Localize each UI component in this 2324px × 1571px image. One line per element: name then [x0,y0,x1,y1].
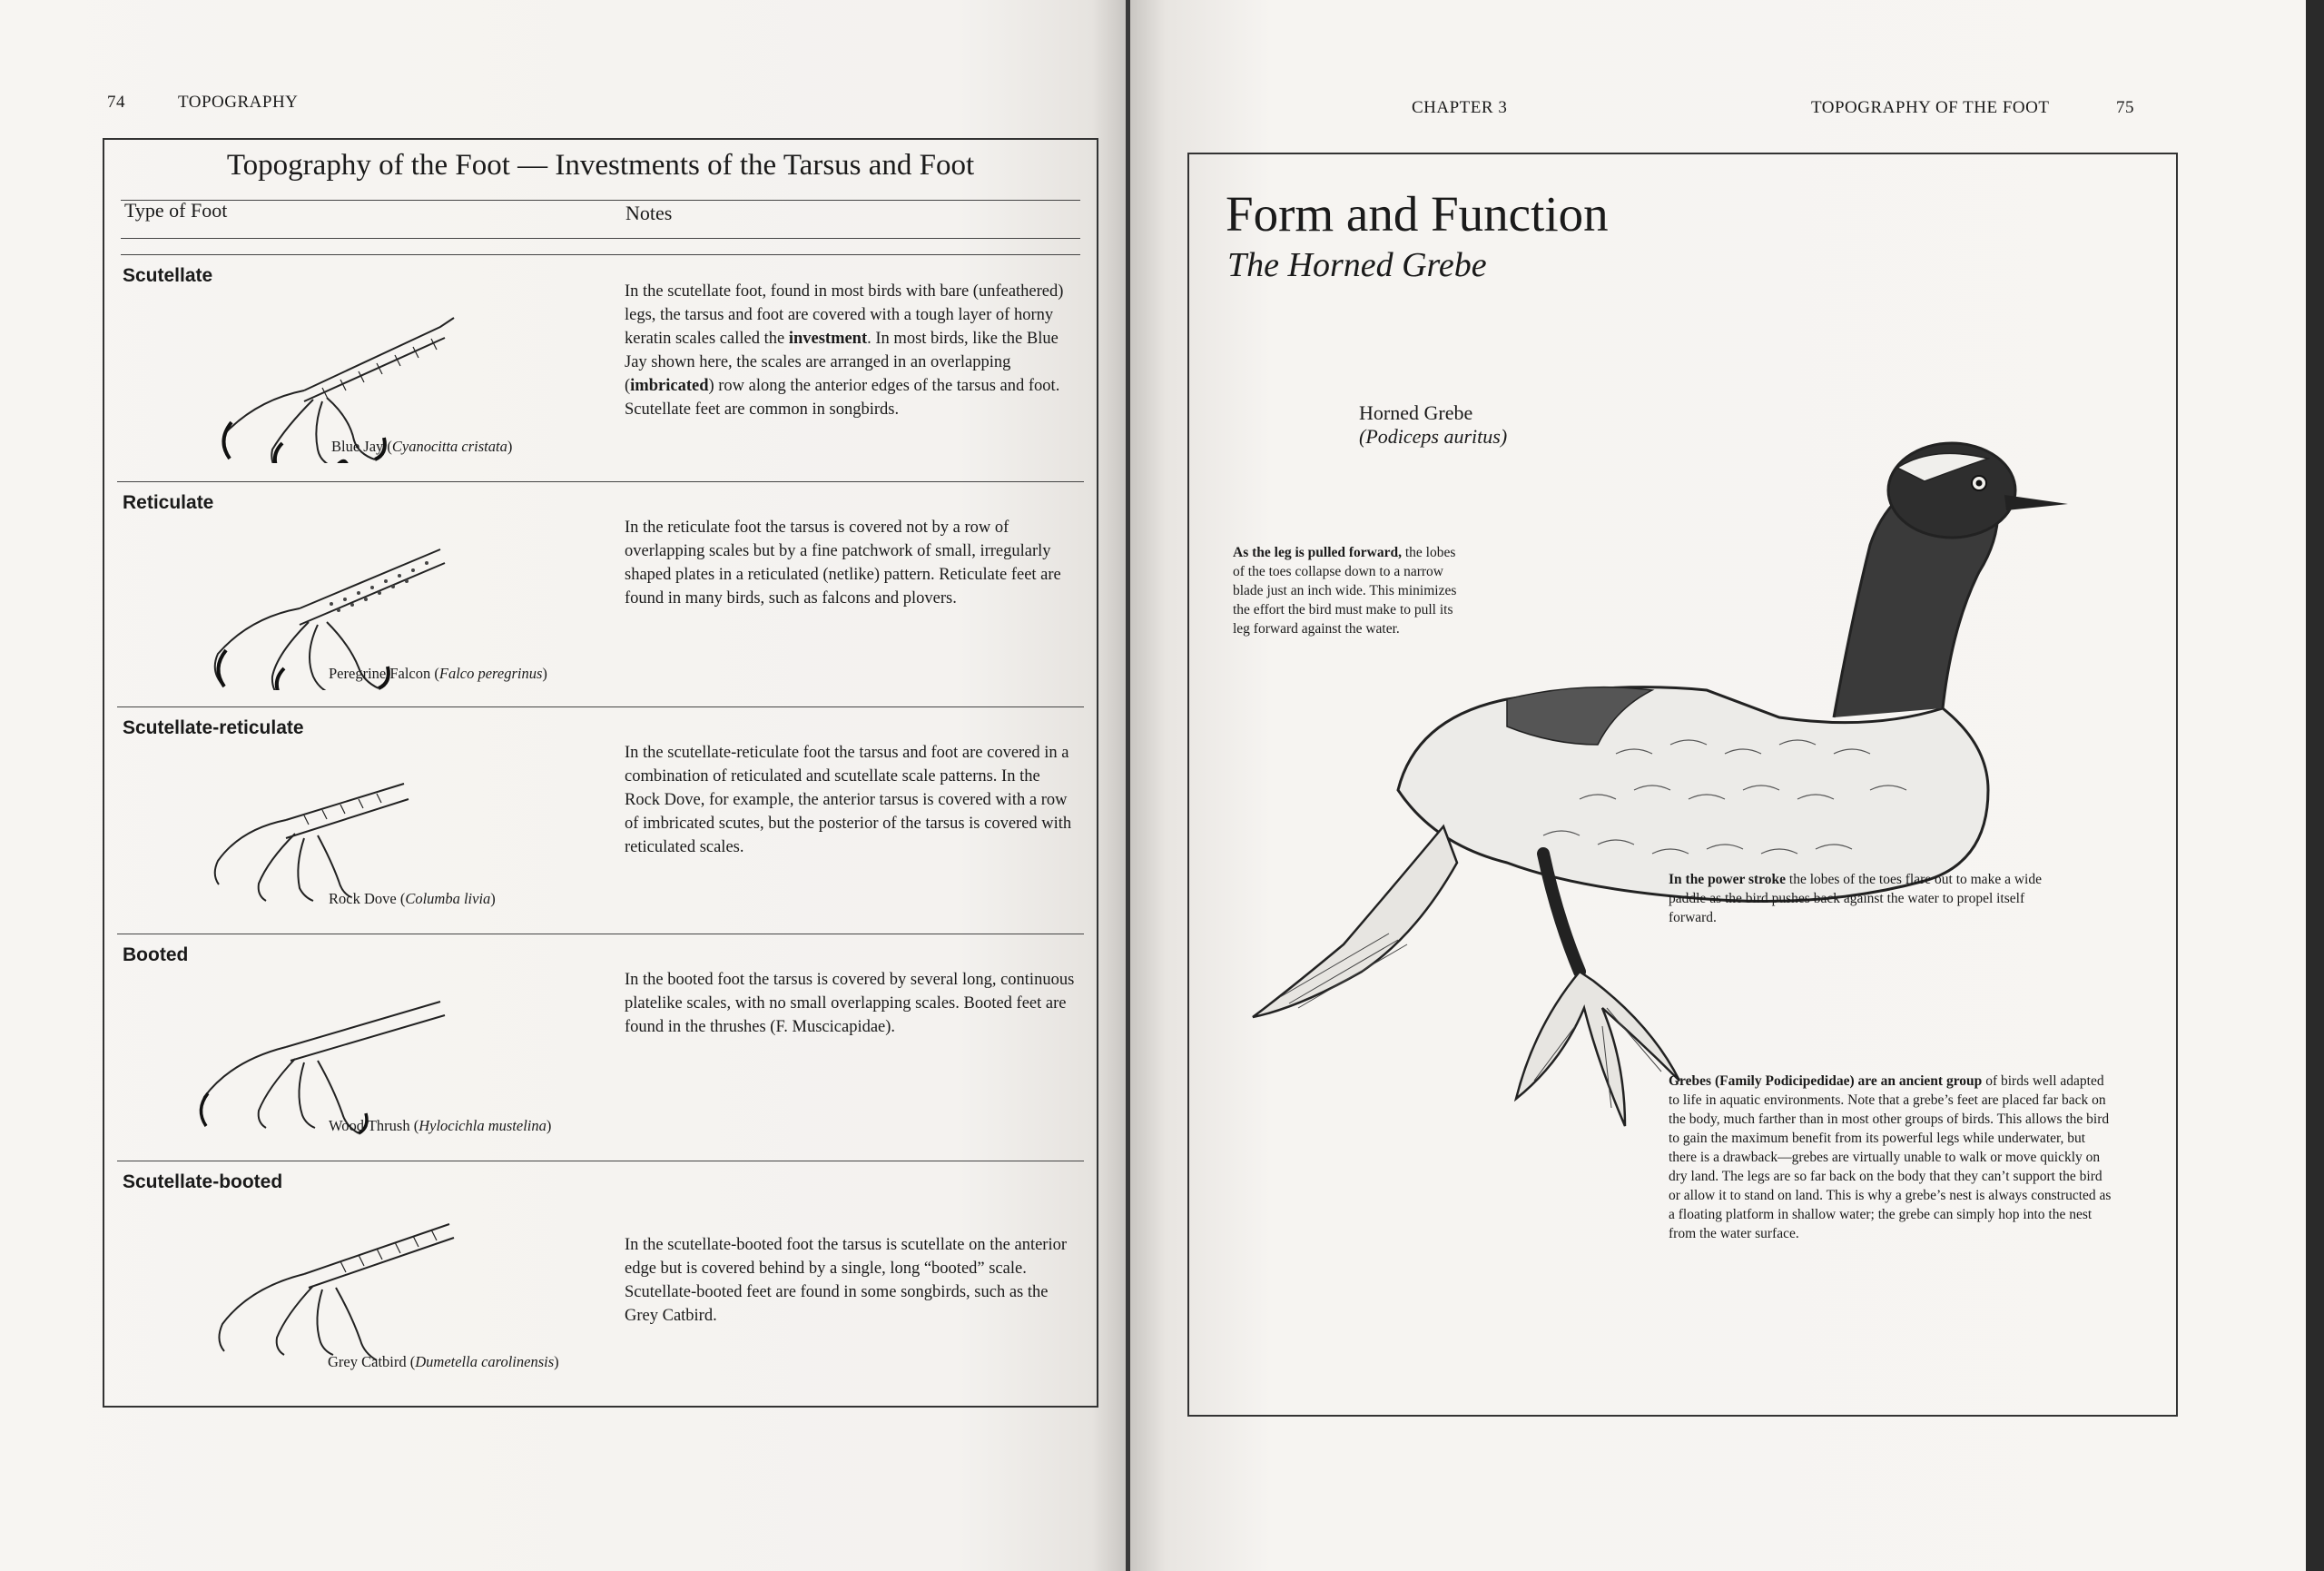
row-note: In the reticulate foot the tarsus is covered not by a row of overlapping scales but by a fine patchwork of small, irregularly shaped plates in a reticulated (netlike) pattern. Reticulate feet are found in many birds, such as falcons and plovers. [625,519,1061,608]
row-label: Booted [123,944,189,965]
bird-foot-illustration [141,734,613,915]
row-label: Scutellate [123,265,213,286]
row-label: Reticulate [123,492,214,513]
page-number-right: 75 [2116,98,2134,117]
page-number-left: 74 [107,93,125,112]
row-label: Scutellate-booted [123,1171,283,1192]
species-caption: Rock Dove (Columba livia) [329,890,496,907]
col-header-notes: Notes [625,202,673,224]
running-head-left: TOPOGRAPHY [178,93,299,112]
bird-foot-illustration [141,509,613,690]
right-page [1130,0,2306,1571]
species-caption: Grey Catbird (Dumetella carolinensis) [328,1353,559,1370]
foot-investments-table [103,138,1098,1408]
bird-foot-illustration [141,282,613,463]
annotation-pull-forward: As the leg is pulled forward, the lobes of the toes collapse down to a narrow blade just an inch wide. This minimizes the effort the bird must make to pull its leg forward against the water. [1233,545,1457,637]
row-note: In the scutellate-reticulate foot the tarsus and foot are covered in a combination of reticulated and scutellate scale patterns. In the Rock Dove, for example, the anterior tarsus is covered with a row of imbricated scutes, but the posterior of the tarsus is covered with reticulated scales. [625,744,1072,856]
row-divider [117,706,1084,707]
species-caption: Peregrine Falcon (Falco peregrinus) [329,665,547,682]
table-row [104,935,1097,1162]
table-title: Topography of the Foot — Investments of the Tarsus and Foot [226,149,975,182]
form-function-panel [1187,153,2178,1417]
table-rule [121,238,1080,239]
table-row [104,1162,1097,1398]
running-head-chapter: CHAPTER 3 [1412,98,1508,117]
panel-title: Form and Function [1226,186,1609,242]
table-row [104,708,1097,935]
bird-name-label: Horned Grebe (Podiceps auritus) [1359,401,1508,448]
species-caption: Wood Thrush (Hylocichla mustelina) [329,1117,552,1134]
row-note: In the scutellate-booted foot the tarsus is scutellate on the anterior edge but is covered behind by a single, long “booted” scale. Scutellate-booted feet are found in some songbirds, such as the Grey Catbird. [625,1236,1068,1325]
running-head-right: TOPOGRAPHY OF THE FOOT [1811,98,2050,117]
horned-grebe-illustration [1235,318,2161,1190]
table-rule [121,200,1080,201]
annotation-power-stroke: In the power stroke the lobes of the toes flare out to make a wide paddle as the bird pushes back against the water to propel itself forward. [1669,872,2042,925]
bird-foot-illustration [141,1188,613,1369]
row-divider [117,481,1084,482]
table-row [104,256,1097,483]
bird-foot-illustration [141,961,613,1142]
row-label: Scutellate-reticulate [123,717,304,738]
row-note: In the scutellate foot, found in most birds with bare (unfeathered) legs, the tarsus and foot are covered with a tough layer of horny keratin scales called the investment. In most birds, like the Blue Jay shown here, the scales are arranged in an overlapping (imbricated) row along the anterior edges of the tarsus and foot. Scutellate feet are common in songbirds. [625,282,1064,419]
row-note: In the booted foot the tarsus is covered by several long, continuous platelike scales, with no small overlapping scales. Booted feet are found in the thrushes (F. Muscicapidae). [625,971,1075,1036]
table-row [104,483,1097,708]
species-caption: Blue Jay (Cyanocitta cristata) [331,438,513,455]
table-rule [121,254,1080,255]
col-header-type: Type of Foot [124,199,228,222]
left-page [0,0,1126,1571]
annotation-grebe-family: Grebes (Family Podicipedidae) are an ancient group of birds well adapted to life in aquatic environments. Note that a grebe’s feet are placed far back on the body, much farther than in most other groups of birds. This allows the bird to gain the maximum benefit from its powerful legs while underwater, but there is a drawback—grebes are virtually unable to walk or move quickly on dry land. The legs are so far back on the body that they can’t support the bird or allow it to stand on land. This is why a grebe’s nest is always constructed as a floating platform in shallow water; the grebe can simply hop into the nest from the water surface. [1669,1073,2112,1241]
panel-subtitle: The Horned Grebe [1227,246,1487,284]
